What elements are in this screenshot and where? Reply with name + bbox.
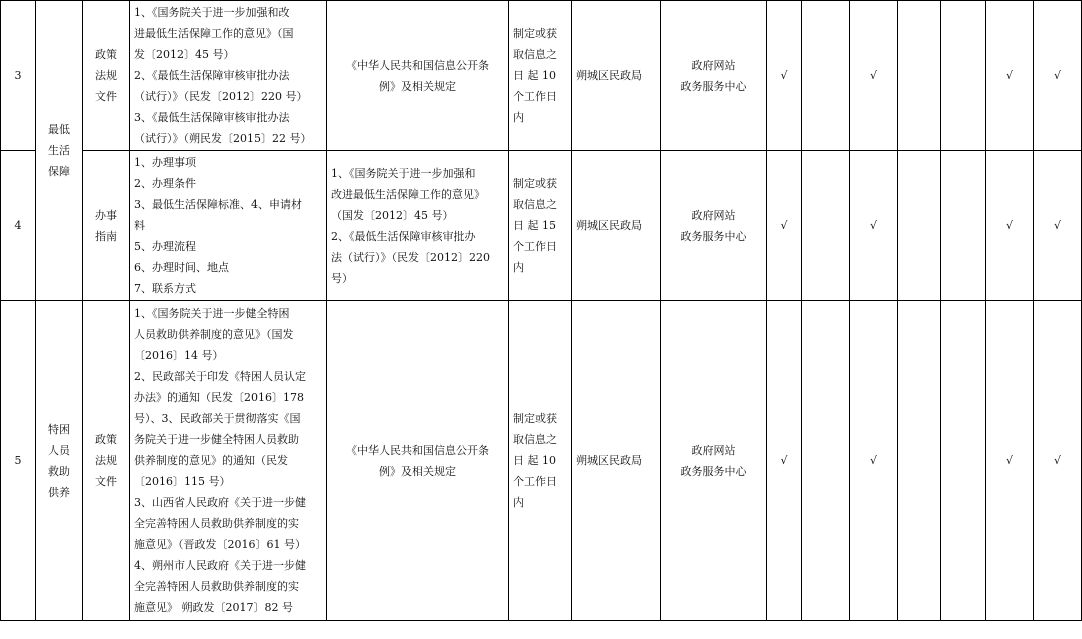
- time-line: 取信息之: [513, 48, 557, 61]
- time-limit-cell: [509, 301, 572, 621]
- row-number: 3: [1, 1, 36, 151]
- channel-line: 政务服务中心: [680, 229, 747, 243]
- content-line: 1、《国务院关于进一步健全特困: [134, 307, 290, 320]
- subject-cell: 朔城区民政局: [572, 1, 661, 151]
- content-line: 人员救助供养制度的意见》（国发: [134, 328, 294, 341]
- content-cell: [130, 1, 327, 151]
- content-line: 号）、3、民政部关于贯彻落实《国: [134, 412, 301, 425]
- content-line: 3、山西省人民政府《关于进一步健: [134, 496, 306, 509]
- time-line: 制定或获: [513, 27, 557, 40]
- item-line: 文件: [95, 90, 117, 103]
- channel-line: 政府网站: [691, 208, 736, 222]
- basis-line: 改进最低生活保障工作的意见》: [331, 187, 485, 201]
- content-line: 1、《国务院关于进一步加强和改: [134, 6, 290, 19]
- check-cell: [941, 301, 986, 621]
- row-number: 5: [1, 301, 36, 621]
- category-cell: [36, 1, 83, 301]
- channel-line: 政务服务中心: [680, 79, 747, 93]
- category-line: 保障: [48, 165, 70, 178]
- check-cell: √: [986, 301, 1034, 621]
- check-cell: [941, 1, 986, 151]
- time-line: 个工作日: [513, 90, 557, 103]
- basis-line: 2、《最低生活保障审核审批办: [331, 229, 476, 243]
- check-cell: √: [1034, 1, 1082, 151]
- time-line: 取信息之: [513, 433, 557, 446]
- check-cell: √: [767, 1, 802, 151]
- content-line: 料: [134, 219, 145, 232]
- channel-cell: [661, 1, 767, 151]
- content-line: 1、办理事项: [134, 156, 196, 169]
- content-line: 5、办理流程: [134, 240, 196, 253]
- content-cell: [130, 301, 327, 621]
- content-line: 供养制度的意见》的通知（民发: [134, 454, 288, 467]
- row-number: 4: [1, 151, 36, 301]
- item-line: 文件: [95, 475, 117, 488]
- channel-line: 政府网站: [691, 443, 736, 457]
- subject-cell: 朔城区民政局: [572, 301, 661, 621]
- basis-line: 法（试行）》（民发〔2012〕220: [331, 250, 490, 264]
- table-row: [1, 1, 1082, 151]
- content-line: 2、民政部关于印发《特困人员认定: [134, 370, 306, 383]
- basis-line: 1、《国务院关于进一步加强和: [331, 166, 476, 180]
- basis-line: 例》及相关规定: [379, 79, 456, 93]
- category-line: 特困: [48, 422, 70, 436]
- channel-line: 政务服务中心: [680, 464, 747, 478]
- category-line: 供养: [48, 485, 70, 499]
- item-line: 法规: [95, 69, 117, 82]
- content-line: （试行）》（朔民发〔2015〕22 号）: [134, 132, 312, 145]
- content-line: 发〔2012〕45 号）: [134, 48, 235, 61]
- category-cell: [36, 301, 83, 621]
- content-line: 3、《最低生活保障审核审批办法: [134, 111, 290, 124]
- time-line: 个工作日: [513, 475, 557, 488]
- check-cell: √: [1034, 151, 1082, 301]
- content-line: 3、最低生活保障标准、4、申请材: [134, 198, 302, 211]
- content-line: （试行）》（民发〔2012〕220 号）: [134, 90, 308, 103]
- content-line: 2、《最低生活保障审核审批办法: [134, 69, 290, 82]
- check-cell: √: [767, 151, 802, 301]
- channel-line: 政府网站: [691, 58, 736, 72]
- check-cell: √: [1034, 301, 1082, 621]
- basis-cell: [327, 151, 509, 301]
- content-line: 施意见》（晋政发〔2016〕61 号）: [134, 538, 306, 551]
- check-cell: [802, 151, 850, 301]
- check-cell: √: [767, 301, 802, 621]
- time-line: 内: [513, 111, 524, 124]
- subject-cell: 朔城区民政局: [572, 151, 661, 301]
- channel-cell: [661, 151, 767, 301]
- basis-cell: [327, 1, 509, 151]
- table-row: [1, 301, 1082, 621]
- time-line: 内: [513, 261, 524, 274]
- time-line: 日 起 10: [513, 69, 556, 82]
- table-row: [1, 151, 1082, 301]
- item-line: 政策: [95, 433, 117, 446]
- time-limit-cell: [509, 151, 572, 301]
- item-line: 办事: [95, 208, 117, 222]
- time-limit-cell: [509, 1, 572, 151]
- category-line: 最低: [48, 123, 70, 136]
- basis-line: 号）: [331, 271, 353, 285]
- content-line: 6、办理时间、地点: [134, 261, 229, 274]
- check-cell: √: [850, 301, 898, 621]
- content-line: 务院关于进一步健全特困人员救助: [134, 433, 299, 446]
- check-cell: [898, 301, 941, 621]
- time-line: 内: [513, 496, 524, 509]
- basis-line: （国发〔2012〕45 号）: [331, 208, 454, 222]
- time-line: 制定或获: [513, 177, 557, 190]
- time-line: 制定或获: [513, 412, 557, 425]
- item-cell: [83, 1, 130, 151]
- content-line: 全完善特困人员救助供养制度的实: [134, 580, 299, 593]
- content-line: 全完善特困人员救助供养制度的实: [134, 517, 299, 530]
- content-line: 〔2016〕14 号）: [134, 349, 224, 362]
- category-line: 人员: [48, 443, 70, 457]
- check-cell: [941, 151, 986, 301]
- check-cell: [898, 1, 941, 151]
- category-line: 救助: [48, 464, 70, 478]
- item-line: 政策: [95, 48, 117, 61]
- basis-line: 《中华人民共和国信息公开条: [346, 58, 489, 72]
- content-line: 施意见》 朔政发〔2017〕82 号: [134, 601, 293, 614]
- check-cell: √: [850, 1, 898, 151]
- content-line: 〔2016〕115 号）: [134, 475, 231, 488]
- time-line: 个工作日: [513, 240, 557, 253]
- check-cell: √: [850, 151, 898, 301]
- basis-line: 《中华人民共和国信息公开条: [346, 443, 489, 457]
- content-cell: [130, 151, 327, 301]
- time-line: 日 起 15: [513, 219, 556, 232]
- check-cell: [802, 301, 850, 621]
- channel-cell: [661, 301, 767, 621]
- check-cell: √: [986, 151, 1034, 301]
- item-line: 法规: [95, 454, 117, 467]
- content-line: 4、朔州市人民政府《关于进一步健: [134, 559, 306, 572]
- item-cell: [83, 151, 130, 301]
- time-line: 取信息之: [513, 198, 557, 211]
- content-line: 2、办理条件: [134, 177, 196, 190]
- content-line: 办法》的通知（民发〔2016〕178: [134, 391, 304, 404]
- content-line: 7、联系方式: [134, 282, 196, 295]
- basis-line: 例》及相关规定: [379, 464, 456, 478]
- content-line: 进最低生活保障工作的意见》（国: [134, 27, 294, 40]
- item-cell: [83, 301, 130, 621]
- check-cell: [802, 1, 850, 151]
- check-cell: √: [986, 1, 1034, 151]
- time-line: 日 起 10: [513, 454, 556, 467]
- check-cell: [898, 151, 941, 301]
- basis-cell: [327, 301, 509, 621]
- category-line: 生活: [48, 144, 70, 157]
- item-line: 指南: [95, 229, 117, 243]
